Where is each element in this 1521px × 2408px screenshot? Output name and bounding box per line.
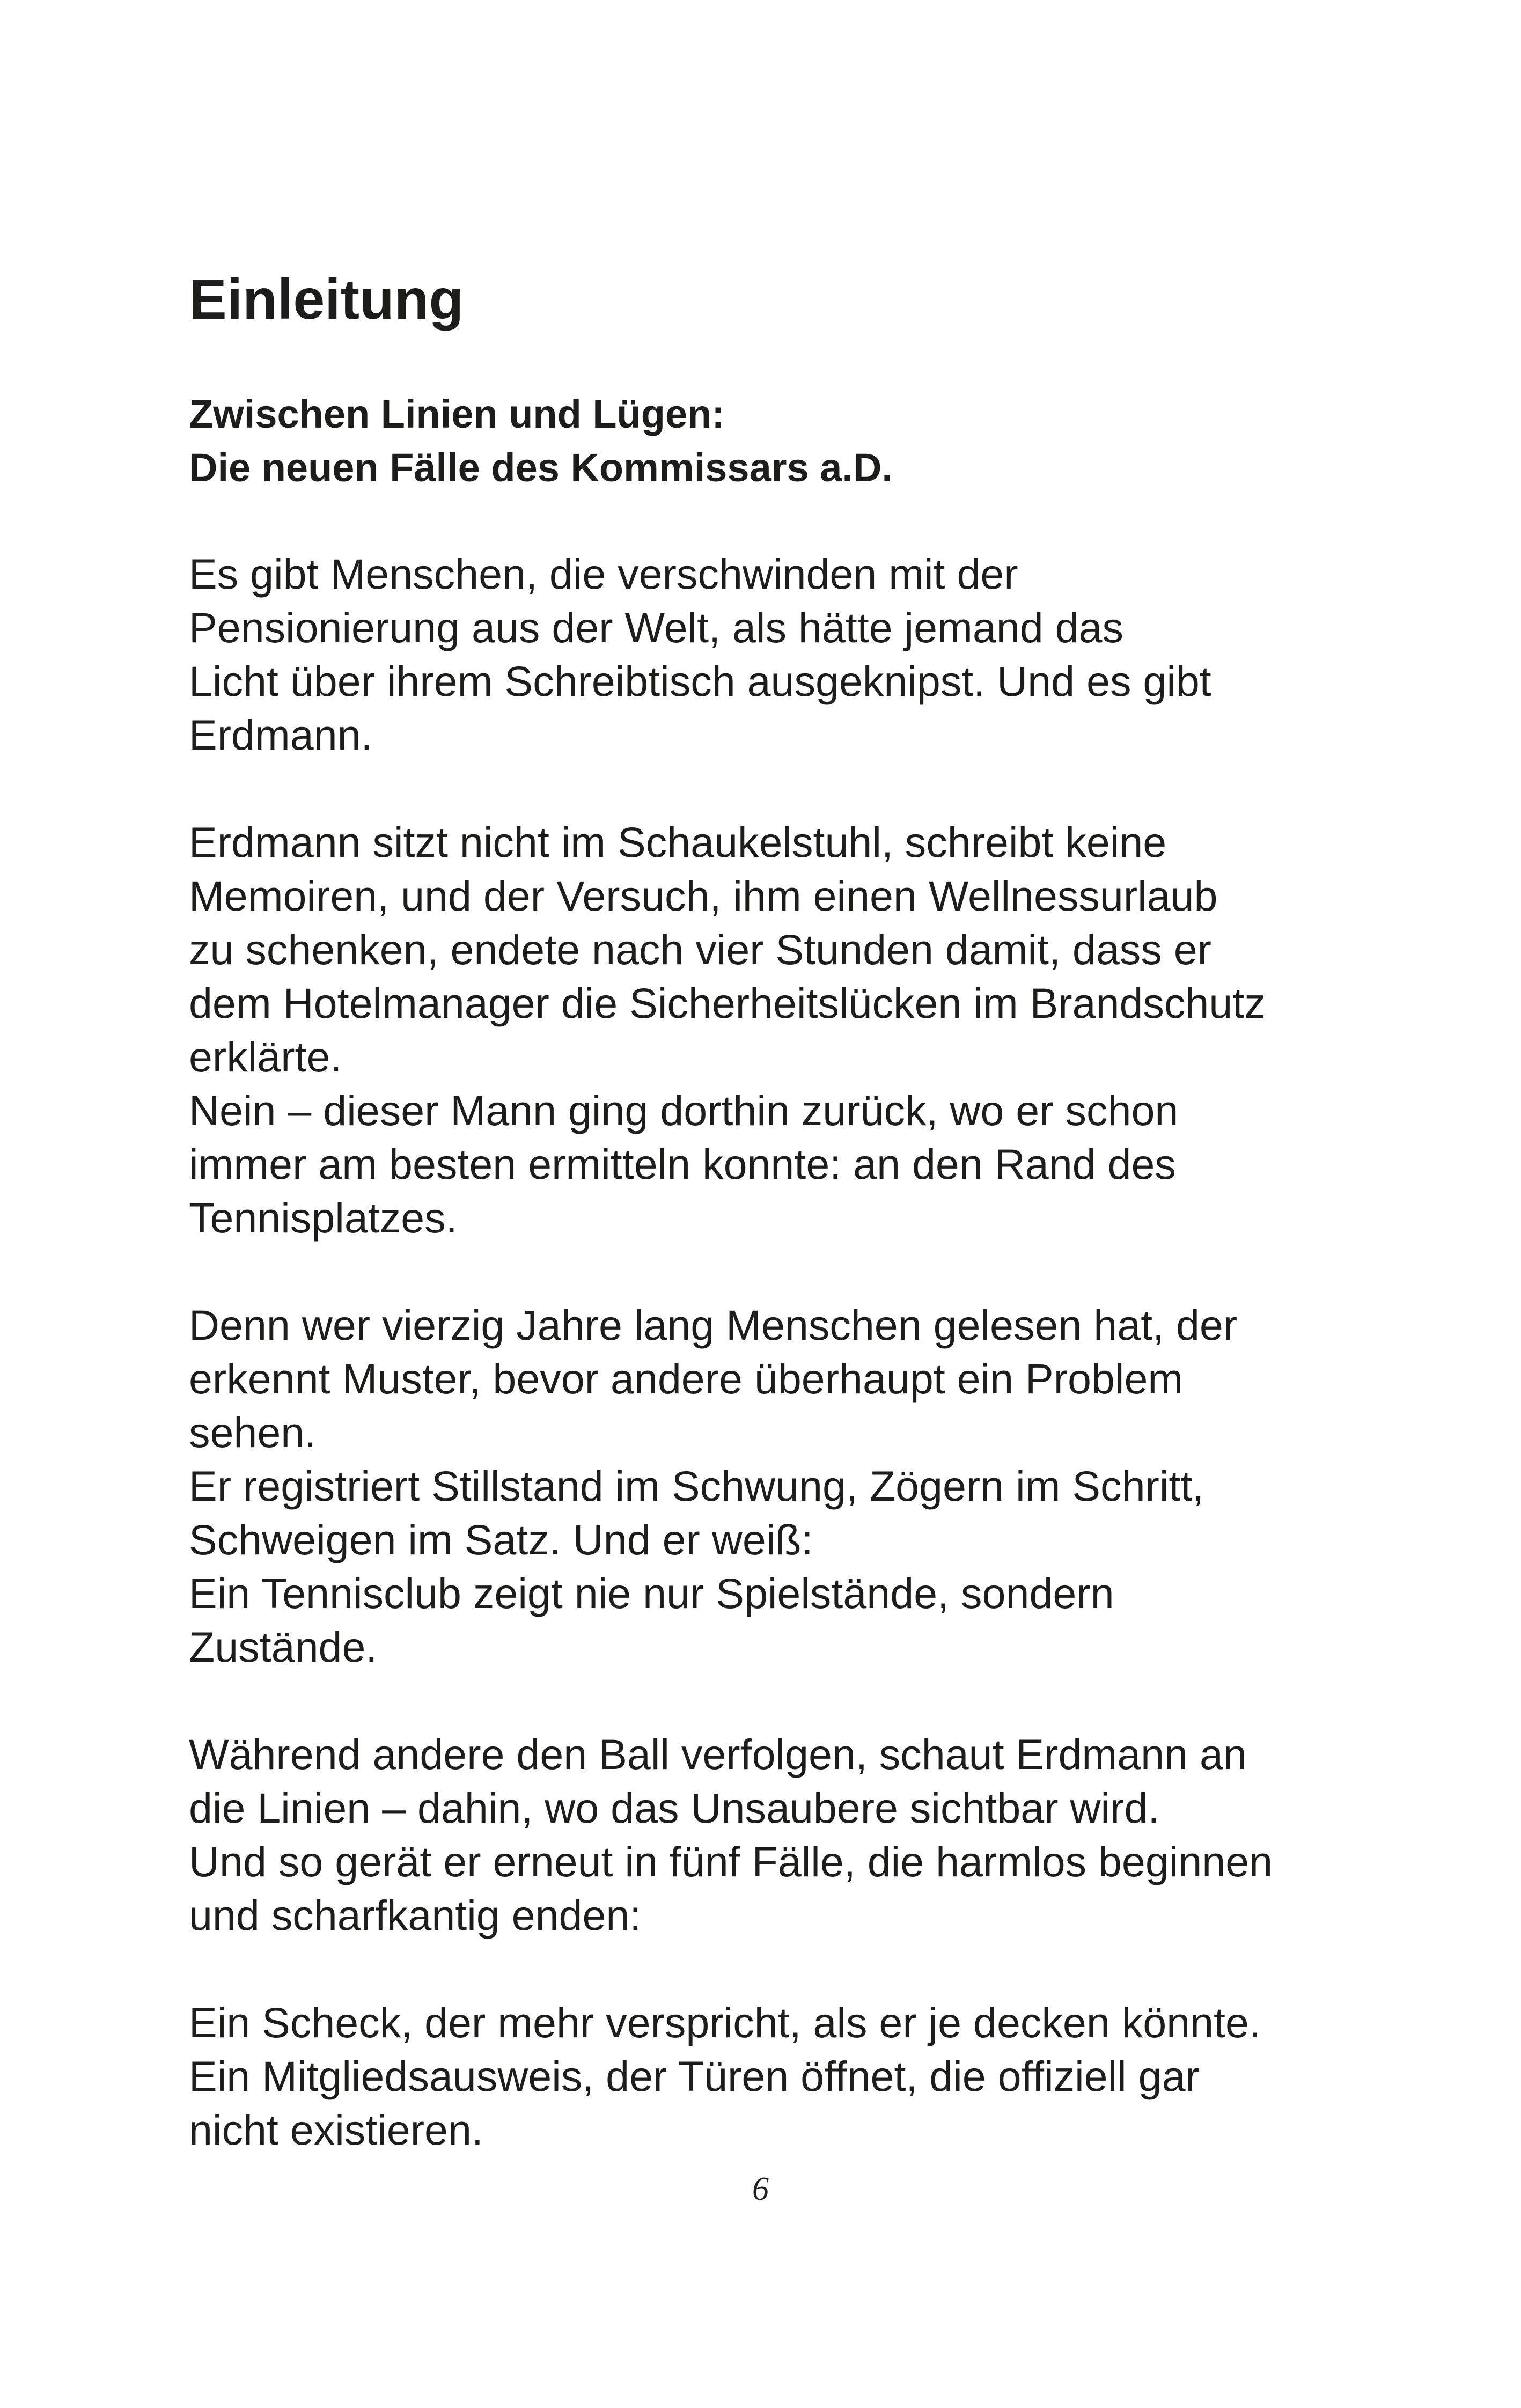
text-line: Während andere den Ball verfolgen, schaut Erdmann an	[189, 1730, 1247, 1778]
text-line: Zustände.	[189, 1623, 378, 1671]
paragraph-gap	[189, 1245, 1369, 1298]
subtitle-line: Die neuen Fälle des Kommissars a.D.	[189, 445, 893, 490]
paragraph-gap	[189, 1942, 1369, 1996]
text-line: Denn wer vierzig Jahre lang Menschen gelesen hat, der	[189, 1301, 1238, 1349]
paragraph-gap	[189, 1674, 1369, 1728]
paragraph	[189, 816, 1369, 1245]
text-line: Schweigen im Satz. Und er weiß:	[189, 1516, 813, 1563]
text-line: Erdmann sitzt nicht im Schaukelstuhl, schreibt keine	[189, 818, 1167, 866]
text-line: Nein – dieser Mann ging dorthin zurück, wo er schon	[189, 1086, 1179, 1134]
text-line: Er registriert Stillstand im Schwung, Zögern im Schritt,	[189, 1462, 1204, 1510]
text-line: Ein Scheck, der mehr verspricht, als er je decken könnte.	[189, 1999, 1261, 2046]
text-line: Ein Mitgliedsausweis, der Türen öffnet, die offiziell gar	[189, 2052, 1200, 2100]
text-line: Und so gerät er erneut in fünf Fälle, die harmlos beginnen	[189, 1838, 1273, 1885]
subtitle-line: Zwischen Linien und Lügen:	[189, 392, 725, 436]
page-number: 6	[752, 2171, 769, 2207]
text-line: nicht existieren.	[189, 2106, 483, 2154]
text-line: erkennt Muster, bevor andere überhaupt ein Problem	[189, 1355, 1184, 1403]
text-line: Pensionierung aus der Welt, als hätte jemand das	[189, 604, 1123, 651]
text-line: Memoiren, und der Versuch, ihm einen Wellnessurlaub	[189, 872, 1218, 920]
text-line: und scharfkantig enden:	[189, 1891, 642, 1939]
paragraph	[189, 1298, 1369, 1674]
chapter-subtitle	[189, 387, 893, 495]
body-text	[189, 547, 1369, 2157]
paragraph-gap	[189, 762, 1369, 816]
paragraph	[189, 1996, 1369, 2157]
text-line: erklärte.	[189, 1033, 342, 1081]
chapter-heading: Einleitung	[189, 268, 464, 331]
text-line: dem Hotelmanager die Sicherheitslücken im Brandschutz	[189, 979, 1266, 1027]
text-line: Licht über ihrem Schreibtisch ausgeknipst. Und es gibt	[189, 657, 1211, 705]
text-line: immer am besten ermitteln konnte: an den Rand des	[189, 1140, 1176, 1188]
text-line: Tennisplatzes.	[189, 1194, 458, 1242]
text-line: sehen.	[189, 1408, 317, 1456]
paragraph	[189, 1728, 1369, 1942]
paragraph	[189, 547, 1369, 762]
text-line: zu schenken, endete nach vier Stunden damit, dass er	[189, 926, 1211, 973]
text-line: Es gibt Menschen, die verschwinden mit der	[189, 550, 1018, 598]
text-line: die Linien – dahin, wo das Unsaubere sichtbar wird.	[189, 1784, 1160, 1832]
text-line: Ein Tennisclub zeigt nie nur Spielstände, sondern	[189, 1569, 1114, 1617]
text-line: Erdmann.	[189, 711, 373, 759]
